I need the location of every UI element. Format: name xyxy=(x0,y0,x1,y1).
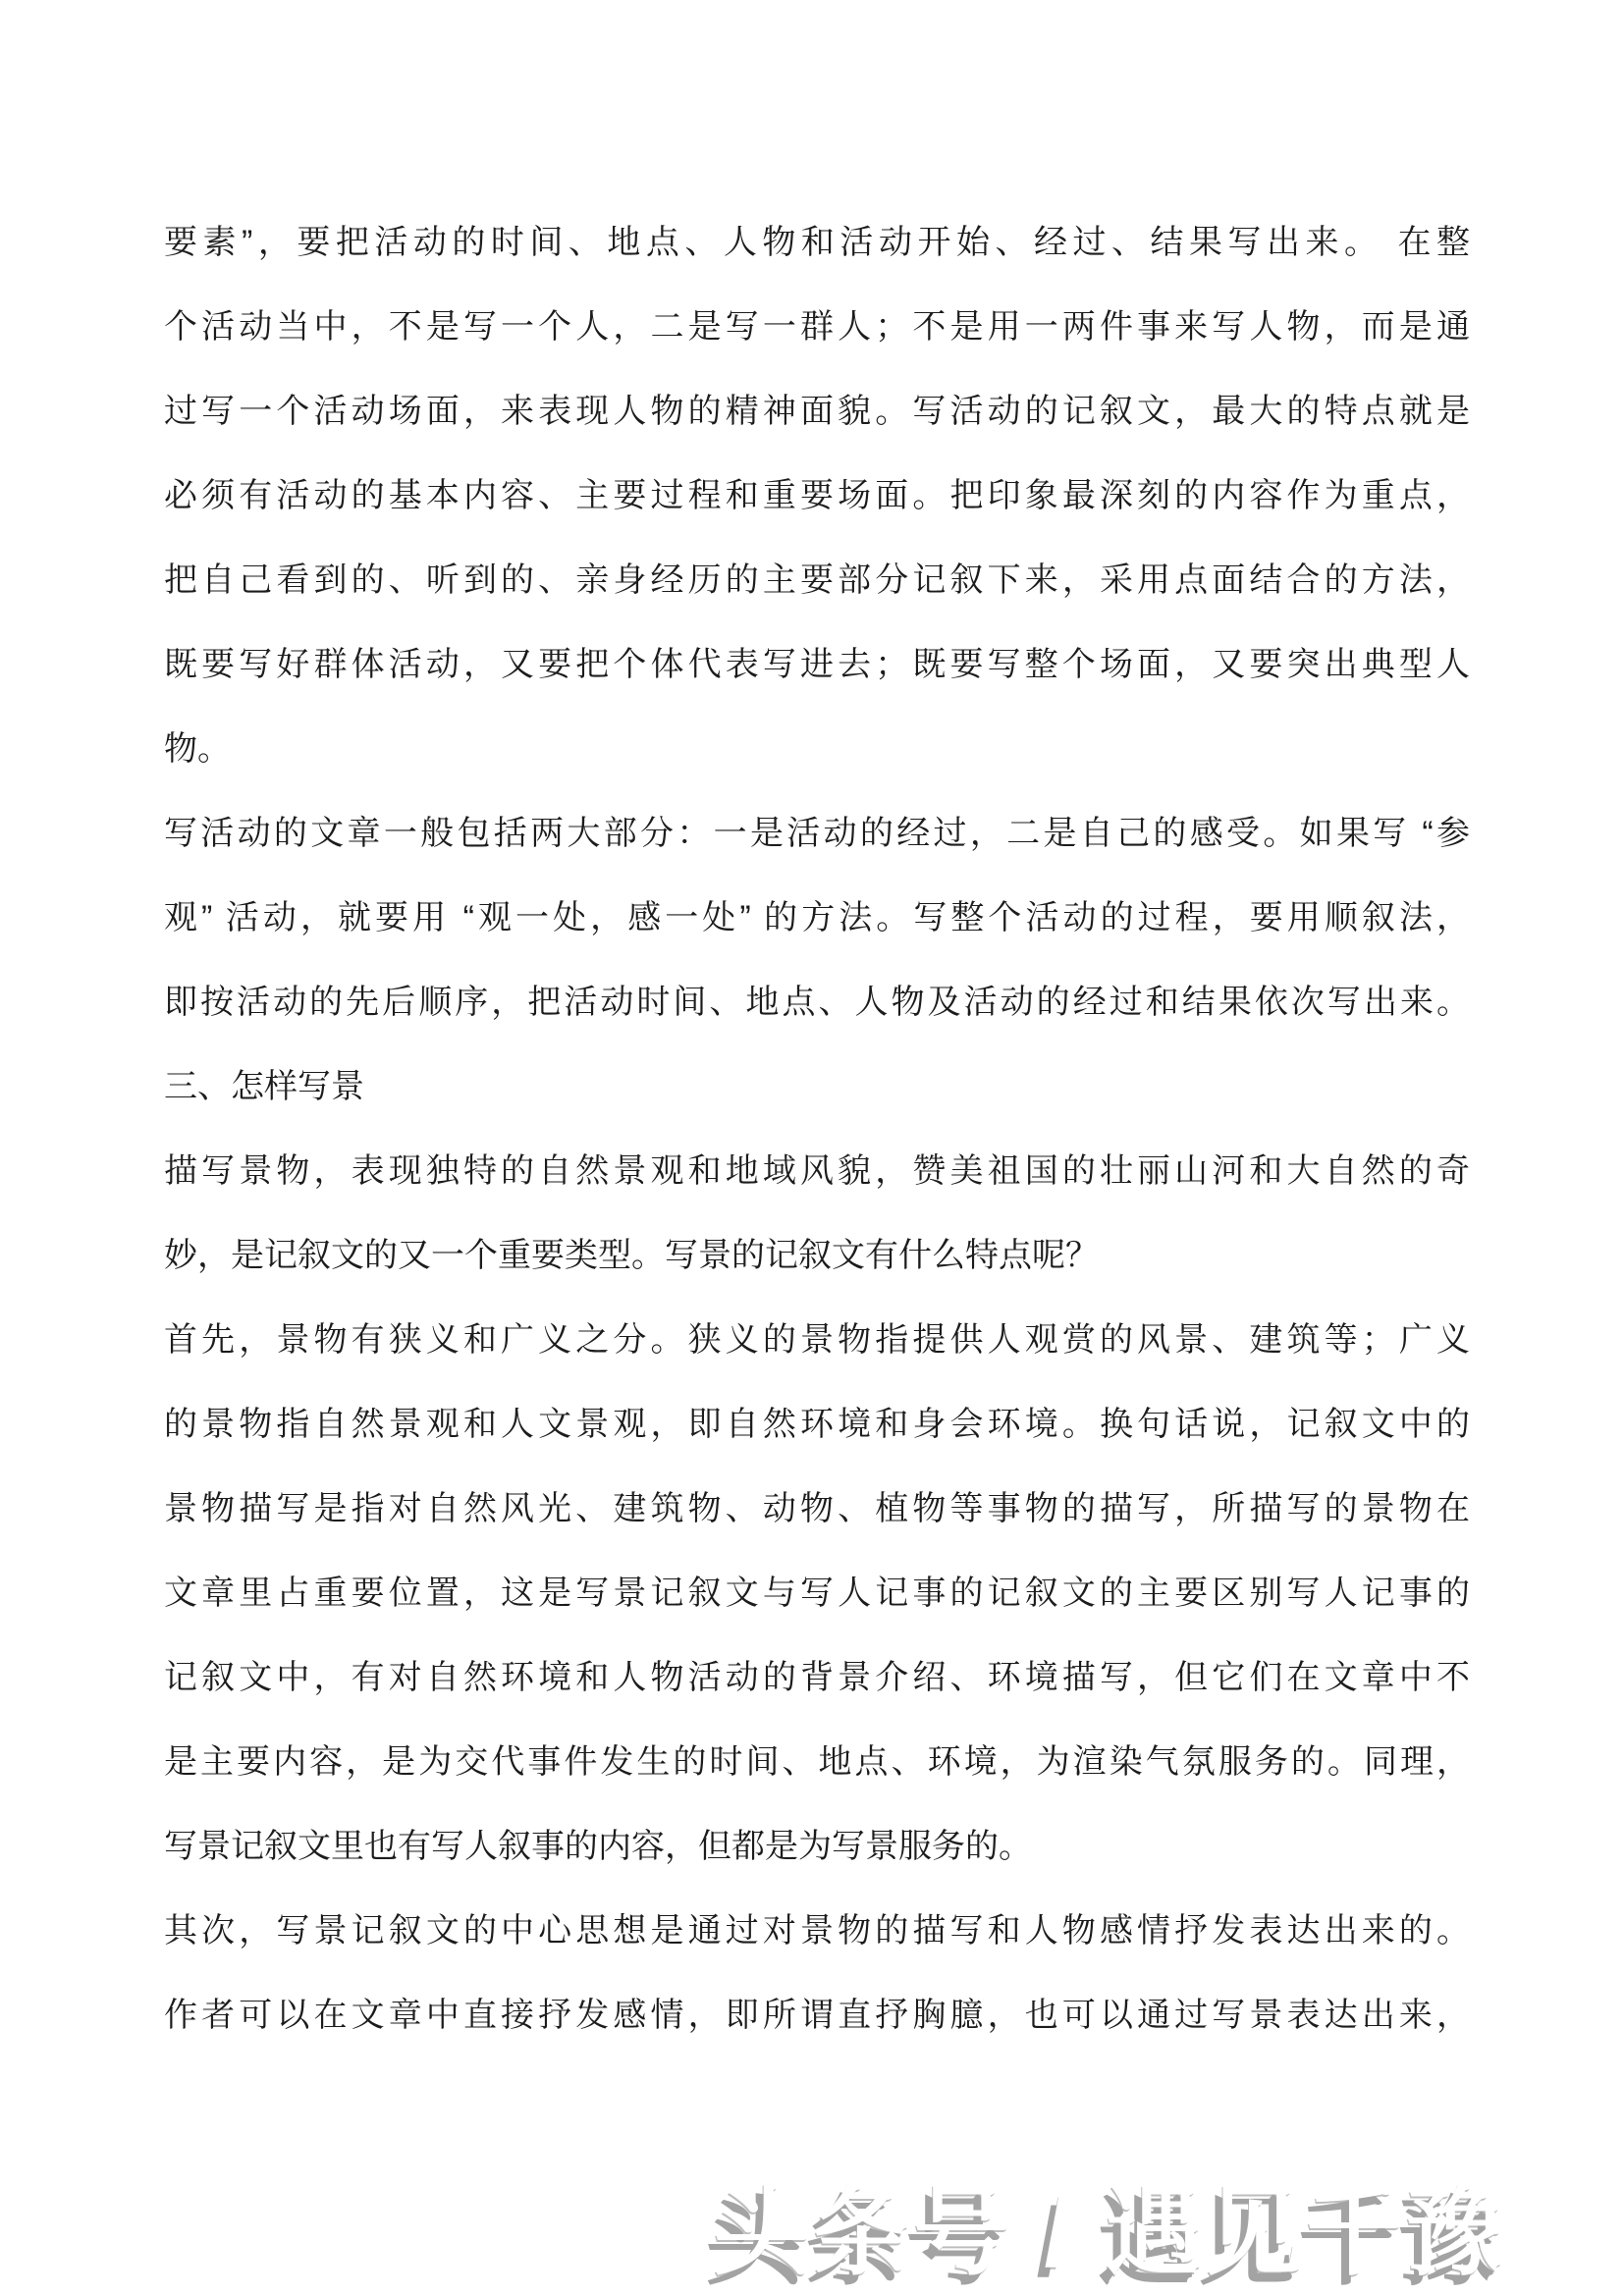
text-line: 描写景物，表现独特的自然景观和地域风貌，赞美祖国的壮丽山河和大自然的奇 xyxy=(164,1152,1470,1190)
document-body xyxy=(164,200,1470,2057)
text-line: 景物描写是指对自然风光、建筑物、动物、植物等事物的描写，所描写的景物在 xyxy=(164,1490,1470,1527)
text-line: 是主要内容，是为交代事件发生的时间、地点、环境，为渲染气氛服务的。同理， xyxy=(164,1743,1470,1781)
text-line: 三、怎样写景 xyxy=(164,1068,364,1105)
text-line: 写景记叙文里也有写人叙事的内容，但都是为写景服务的。 xyxy=(164,1828,1032,1865)
text-line: 个活动当中，不是写一个人，二是写一群人；不是用一两件事来写人物，而是通 xyxy=(164,308,1470,346)
text-line: 要素”，要把活动的时间、地点、人物和活动开始、经过、结果写出来。 在整 xyxy=(164,224,1470,261)
text-line: 文章里占重要位置，这是写景记叙文与写人记事的记叙文的主要区别写人记事的 xyxy=(164,1575,1470,1612)
text-line: 即按活动的先后顺序，把活动时间、地点、人物及活动的经过和结果依次写出来。 xyxy=(164,984,1470,1021)
watermark: 头条号 / 遇见千豫 xyxy=(713,2178,1506,2286)
text-line: 把自己看到的、听到的、亲身经历的主要部分记叙下来，采用点面结合的方法， xyxy=(164,561,1470,599)
text-line: 过写一个活动场面，来表现人物的精神面貌。写活动的记叙文，最大的特点就是 xyxy=(164,393,1470,430)
text-line: 妙，是记叙文的又一个重要类型。写景的记叙文有什么特点呢？ xyxy=(164,1237,1099,1274)
text-line: 的景物指自然景观和人文景观，即自然环境和身会环境。换句话说，记叙文中的 xyxy=(164,1406,1470,1443)
text-line: 观” 活动，就要用 “观一处，感一处” 的方法。写整个活动的过程，要用顺叙法， xyxy=(164,899,1470,936)
text-line: 记叙文中，有对自然环境和人物活动的背景介绍、环境描写，但它们在文章中不 xyxy=(164,1659,1470,1696)
text-line: 既要写好群体活动，又要把个体代表写进去；既要写整个场面，又要突出典型人 xyxy=(164,646,1470,683)
text-line: 首先，景物有狭义和广义之分。狭义的景物指提供人观赏的风景、建筑等；广义 xyxy=(164,1321,1470,1359)
text-line: 必须有活动的基本内容、主要过程和重要场面。把印象最深刻的内容作为重点， xyxy=(164,477,1470,514)
text-line: 写活动的文章一般包括两大部分：一是活动的经过，二是自己的感受。如果写 “参 xyxy=(164,815,1470,852)
text-line: 物。 xyxy=(164,730,231,768)
text-line: 其次，写景记叙文的中心思想是通过对景物的描写和人物感情抒发表达出来的。 xyxy=(164,1912,1470,1949)
text-line: 作者可以在文章中直接抒发感情，即所谓直抒胸臆，也可以通过写景表达出来， xyxy=(164,1997,1470,2034)
